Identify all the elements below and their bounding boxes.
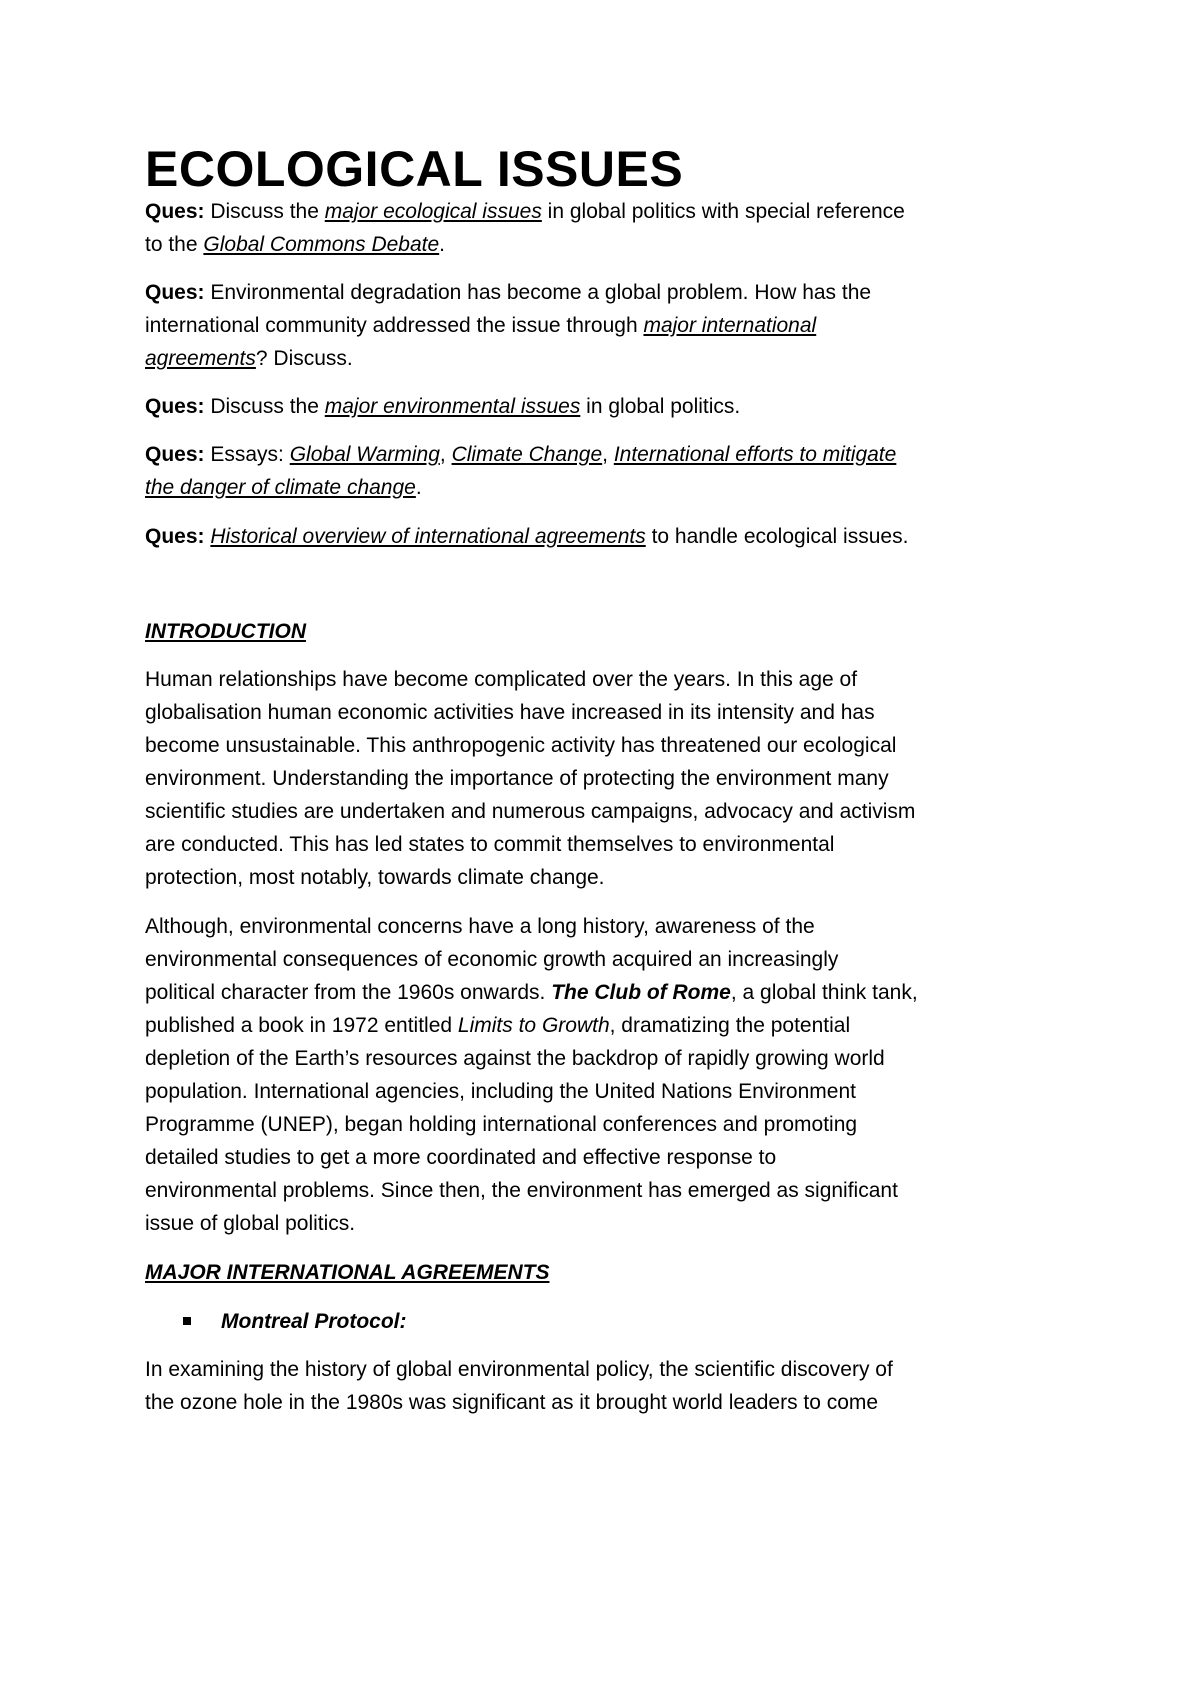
text-run: environmental consequences of economic growth acquired an increasingly	[145, 948, 839, 971]
text-run: ? Discuss.	[255, 347, 353, 370]
question-2	[145, 276, 871, 375]
text-run: Discuss the	[204, 200, 325, 223]
underlined-term: International efforts to mitigate	[613, 443, 897, 466]
text-run: issue of global politics.	[145, 1212, 356, 1235]
text-run: political character from the 1960s onwards.	[145, 981, 552, 1004]
text-run: international community addressed the issue through	[145, 314, 644, 337]
question-5	[145, 520, 908, 553]
text-run: , a global think tank,	[730, 981, 918, 1004]
text-run: protection, most notably, towards climate change.	[145, 866, 605, 889]
underlined-term: Global Warming	[289, 443, 440, 466]
question-1	[145, 195, 905, 261]
text-run: Limits to Growth	[457, 1014, 610, 1037]
text-run: Essays:	[204, 443, 290, 466]
underlined-term: major international	[643, 314, 817, 337]
underlined-term: Climate Change	[451, 443, 603, 466]
text-run: environment. Understanding the importance of protecting the environment many	[145, 767, 889, 790]
emphasis-text: Ques:	[145, 525, 205, 548]
text-run: ,	[439, 443, 452, 466]
text-run: in global politics.	[580, 395, 741, 418]
text-run: Discuss the	[204, 395, 325, 418]
text-run: .	[439, 233, 446, 256]
text-run: In examining the history of global environmental policy, the scientific discovery of	[145, 1358, 893, 1381]
text-run: population. International agencies, including the United Nations Environment	[145, 1080, 856, 1103]
underlined-term: major ecological issues	[324, 200, 542, 223]
underlined-term: INTRODUCTION	[145, 620, 306, 643]
emphasis-text: Ques:	[145, 281, 205, 304]
text-run: become unsustainable. This anthropogenic activity has threatened our ecological	[145, 734, 897, 757]
underlined-term: Global Commons Debate	[203, 233, 440, 256]
intro-paragraph-1	[145, 663, 915, 894]
text-run: depletion of the Earth’s resources against the backdrop of rapidly growing world	[145, 1047, 885, 1070]
heading-introduction	[145, 615, 306, 648]
text-run: are conducted. This has led states to commit themselves to environmental	[145, 833, 835, 856]
text-run: the ozone hole in the 1980s was significant as it brought world leaders to come	[145, 1391, 879, 1414]
text-run: Although, environmental concerns have a long history, awareness of the	[145, 915, 815, 938]
text-run: , dramatizing the potential	[609, 1014, 851, 1037]
emphasis-text: Montreal Protocol:	[221, 1310, 407, 1333]
text-run: Human relationships have become complicated over the years. In this age of	[145, 668, 858, 691]
underlined-term: MAJOR INTERNATIONAL AGREEMENTS	[145, 1261, 550, 1284]
emphasis-text: Ques:	[145, 200, 205, 223]
text-run: ,	[602, 443, 614, 466]
bullet-icon	[183, 1317, 191, 1325]
question-4	[145, 438, 896, 504]
underlined-term: major environmental issues	[324, 395, 581, 418]
text-run: Environmental degradation has become a global problem. How has the	[204, 281, 872, 304]
text-run: to handle ecological issues.	[645, 525, 909, 548]
text-run: published a book in 1972 entitled	[145, 1014, 458, 1037]
question-3	[145, 390, 740, 423]
document-title: ECOLOGICAL ISSUES	[145, 141, 684, 197]
text-run: globalisation human economic activities have increased in its intensity and has	[145, 701, 875, 724]
montreal-paragraph	[145, 1353, 893, 1419]
text-run: in global politics with special reference	[541, 200, 905, 223]
text-run: Programme (UNEP), began holding international conferences and promoting	[145, 1113, 858, 1136]
text-run: environmental problems. Since then, the environment has emerged as significant	[145, 1179, 898, 1202]
intro-paragraph-2	[145, 910, 918, 1240]
text-run: detailed studies to get a more coordinated and effective response to	[145, 1146, 777, 1169]
emphasis-text: Ques:	[145, 395, 205, 418]
heading-major-agreements	[145, 1256, 549, 1289]
underlined-term: Historical overview of international agreements	[210, 525, 646, 548]
underlined-term: the danger of climate change	[145, 476, 416, 499]
underlined-term: agreements	[145, 347, 256, 370]
bullet-montreal-protocol	[145, 1305, 407, 1338]
text-run: .	[415, 476, 422, 499]
text-run: to the	[145, 233, 204, 256]
emphasis-text: Ques:	[145, 443, 205, 466]
emphasis-text: The Club of Rome	[551, 981, 731, 1004]
text-run: scientific studies are undertaken and numerous campaigns, advocacy and activism	[145, 800, 916, 823]
